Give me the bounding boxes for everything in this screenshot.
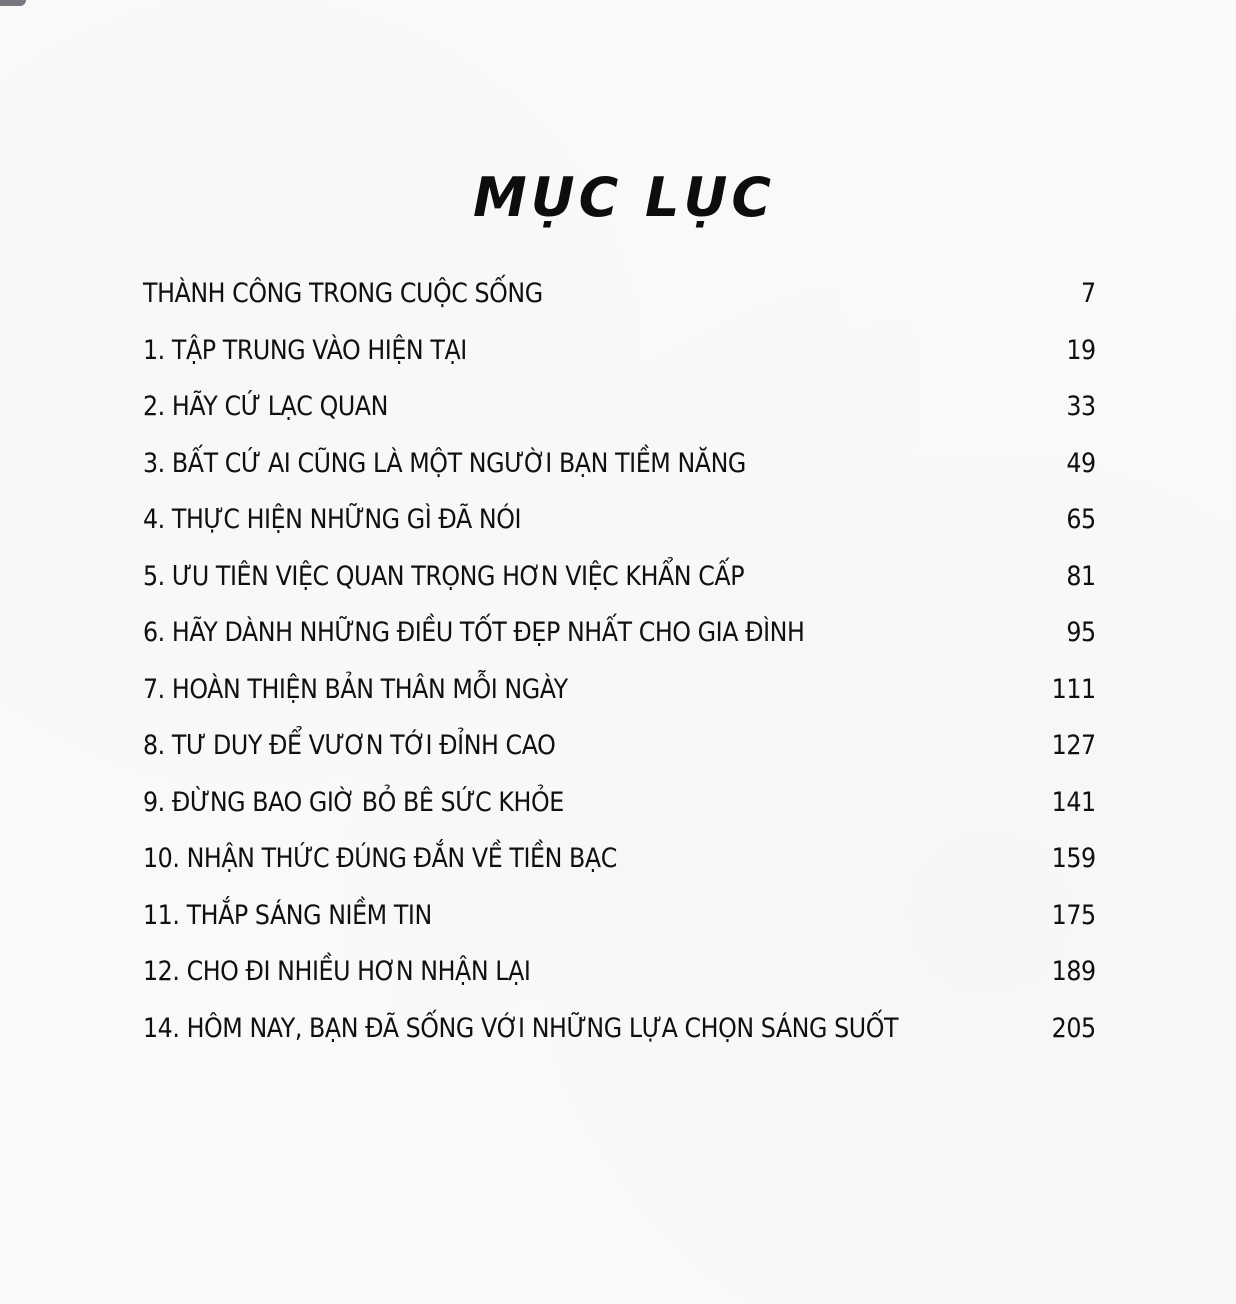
page-title: MỤC LỤC <box>473 166 775 229</box>
toc-entry-page: 95 <box>1066 617 1096 648</box>
toc-entry-label: 2. HÃY CỨ LẠC QUAN <box>143 391 388 422</box>
toc-entry-label: 7. HOÀN THIỆN BẢN THÂN MỖI NGÀY <box>143 673 568 705</box>
toc-entry-label: 1. TẬP TRUNG VÀO HIỆN TẠI <box>143 334 467 366</box>
toc-entry-label: 8. TƯ DUY ĐỂ VƯƠN TỚI ĐỈNH CAO <box>143 730 556 761</box>
toc-entry-page: 49 <box>1066 447 1096 479</box>
toc-entry-page: 127 <box>1051 730 1096 761</box>
toc-entry-page: 159 <box>1051 843 1096 874</box>
toc-entry-page: 189 <box>1051 956 1096 987</box>
toc-entry-page: 205 <box>1051 1012 1096 1044</box>
toc-entry-page: 175 <box>1051 899 1096 931</box>
toc-entry <box>143 391 1096 448</box>
toc-entry <box>143 843 1096 900</box>
toc-entry-label: 5. ƯU TIÊN VIỆC QUAN TRỌNG HƠN VIỆC KHẨN CẤP <box>143 560 745 592</box>
table-of-contents <box>143 278 1096 1069</box>
toc-entry-label: THÀNH CÔNG TRONG CUỘC SỐNG <box>143 278 543 309</box>
toc-entry <box>143 674 1096 731</box>
toc-entry <box>143 448 1096 505</box>
toc-entry <box>143 504 1096 561</box>
toc-entry-page: 19 <box>1066 334 1096 366</box>
toc-entry <box>143 1013 1096 1070</box>
toc-entry-label: 14. HÔM NAY, BẠN ĐÃ SỐNG VỚI NHỮNG LỰA CHỌN SÁNG SUỐT <box>143 1012 899 1044</box>
toc-entry-page: 141 <box>1051 786 1096 818</box>
toc-entry-label: 6. HÃY DÀNH NHỮNG ĐIỀU TỐT ĐẸP NHẤT CHO GIA ĐÌNH <box>143 617 805 648</box>
toc-entry-label: 3. BẤT CỨ AI CŨNG LÀ MỘT NGƯỜI BẠN TIỀM NĂNG <box>143 447 746 479</box>
toc-entry <box>143 561 1096 618</box>
toc-entry <box>143 730 1096 787</box>
toc-entry <box>143 956 1096 1013</box>
toc-entry-page: 7 <box>1080 278 1096 309</box>
toc-entry <box>143 278 1096 335</box>
scan-corner-mark <box>0 0 26 6</box>
toc-entry-label: 9. ĐỪNG BAO GIỜ BỎ BÊ SỨC KHỎE <box>143 786 564 818</box>
toc-entry <box>143 787 1096 844</box>
toc-entry-label: 10. NHẬN THỨC ĐÚNG ĐẮN VỀ TIỀN BẠC <box>143 843 617 874</box>
toc-entry <box>143 335 1096 392</box>
toc-entry-page: 81 <box>1066 560 1096 592</box>
toc-entry-page: 33 <box>1066 391 1096 422</box>
toc-entry-page: 65 <box>1066 504 1096 535</box>
toc-entry <box>143 617 1096 674</box>
toc-entry-label: 12. CHO ĐI NHIỀU HƠN NHẬN LẠI <box>143 956 531 987</box>
toc-entry <box>143 900 1096 957</box>
toc-entry-label: 4. THỰC HIỆN NHỮNG GÌ ĐÃ NÓI <box>143 504 522 535</box>
toc-entry-page: 111 <box>1051 673 1096 705</box>
toc-entry-label: 11. THẮP SÁNG NIỀM TIN <box>143 899 432 931</box>
